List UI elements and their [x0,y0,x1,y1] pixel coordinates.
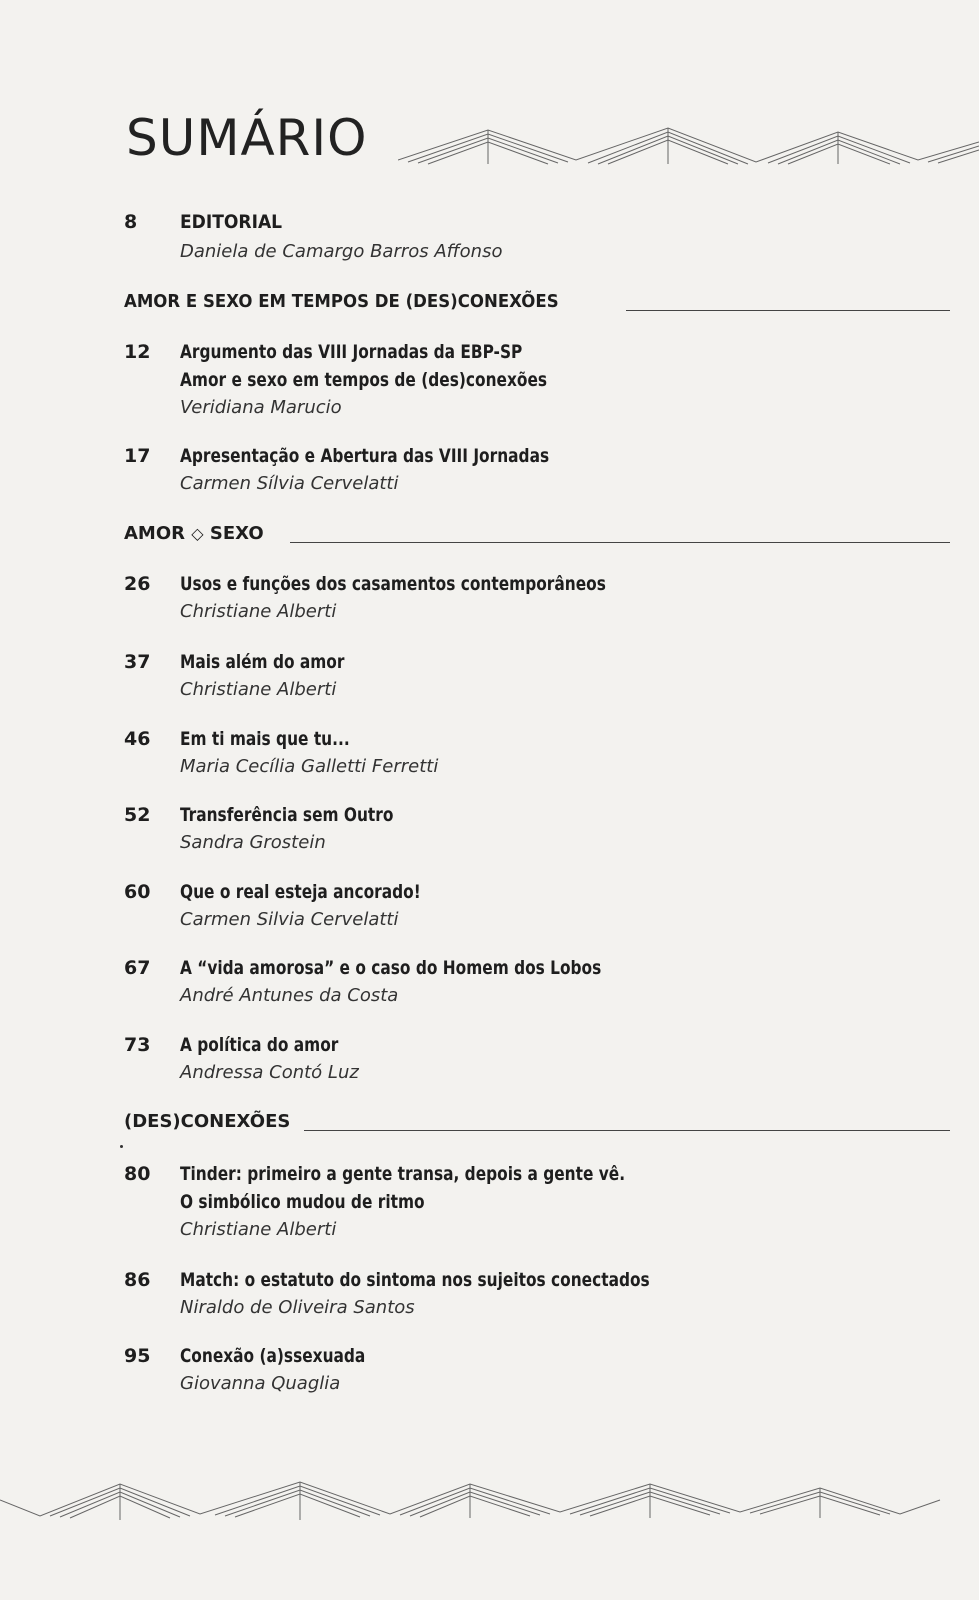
entry-title: Que o real esteja ancorado! [180,881,421,903]
section-label [124,520,264,548]
entry-title: Transferência sem Outro [180,804,394,826]
entry-author: Daniela de Camargo Barros Affonso [180,241,503,262]
section-header-desconexoes [124,1108,950,1138]
entry-author: Niraldo de Oliveira Santos [180,1297,415,1318]
section-divider [304,1130,950,1131]
title-row [126,108,979,168]
speck [120,1145,123,1148]
mountain-ornament-bottom [0,1480,979,1560]
entry-author: Sandra Grostein [180,832,326,853]
page-number: 46 [124,728,151,750]
section-divider [626,310,950,311]
section-divider [290,542,950,543]
page-number: 67 [124,957,151,979]
entry-author: Christiane Alberti [180,679,337,700]
entry-author: Christiane Alberti [180,1219,337,1240]
section-label-left: AMOR [124,523,186,544]
entry-author: Carmen Silvia Cervelatti [180,909,399,930]
entry-title-line2: Amor e sexo em tempos de (des)conexões [180,369,548,391]
entry-title: Tinder: primeiro a gente transa, depois a gente vê. [180,1163,626,1185]
page-number: 12 [124,341,151,363]
entry-author: Carmen Sílvia Cervelatti [180,473,399,494]
entry-title: Conexão (a)ssexuada [180,1345,366,1367]
page-number: 37 [124,651,151,673]
page-number: 60 [124,881,151,903]
page-number: 26 [124,573,151,595]
section-header-amor-e-sexo [124,288,950,318]
entry-title: A política do amor [180,1034,339,1056]
entry-title: Apresentação e Abertura das VIII Jornadas [180,445,550,467]
entry-author: Veridiana Marucio [180,397,342,418]
entry-title-line2: O simbólico mudou de ritmo [180,1191,425,1213]
entry-title: Argumento das VIII Jornadas da EBP-SP [180,341,523,363]
page-number: 17 [124,445,151,467]
entry-author: Giovanna Quaglia [180,1373,341,1394]
entry-author: André Antunes da Costa [180,985,399,1006]
section-label-right: SEXO [209,523,264,544]
section-label: (DES)CONEXÕES [124,1111,291,1132]
page-number: 52 [124,804,151,826]
entry-title: A “vida amorosa” e o caso do Homem dos Lobos [180,957,602,979]
entry-title: Mais além do amor [180,651,345,673]
page-number: 8 [124,211,138,233]
mountain-ornament-top [398,116,979,168]
entry-title: Usos e funções dos casamentos contemporâneos [180,573,606,595]
entry-author: Christiane Alberti [180,601,337,622]
entry-title: Match: o estatuto do sintoma nos sujeitos conectados [180,1269,650,1291]
entry-title: Em ti mais que tu... [180,728,350,750]
page-number: 80 [124,1163,151,1185]
entry-author: Andressa Contó Luz [180,1062,359,1083]
entry-title: EDITORIAL [180,211,283,233]
page-title: SUMÁRIO [126,109,368,167]
entry-author: Maria Cecília Galletti Ferretti [180,756,439,777]
page-number: 86 [124,1269,151,1291]
diamond-icon: ◇ [191,524,204,543]
page-number: 95 [124,1345,151,1367]
page-number: 73 [124,1034,151,1056]
section-header-amor-sexo [124,520,950,550]
section-label: AMOR E SEXO EM TEMPOS DE (DES)CONEXÕES [124,291,559,312]
